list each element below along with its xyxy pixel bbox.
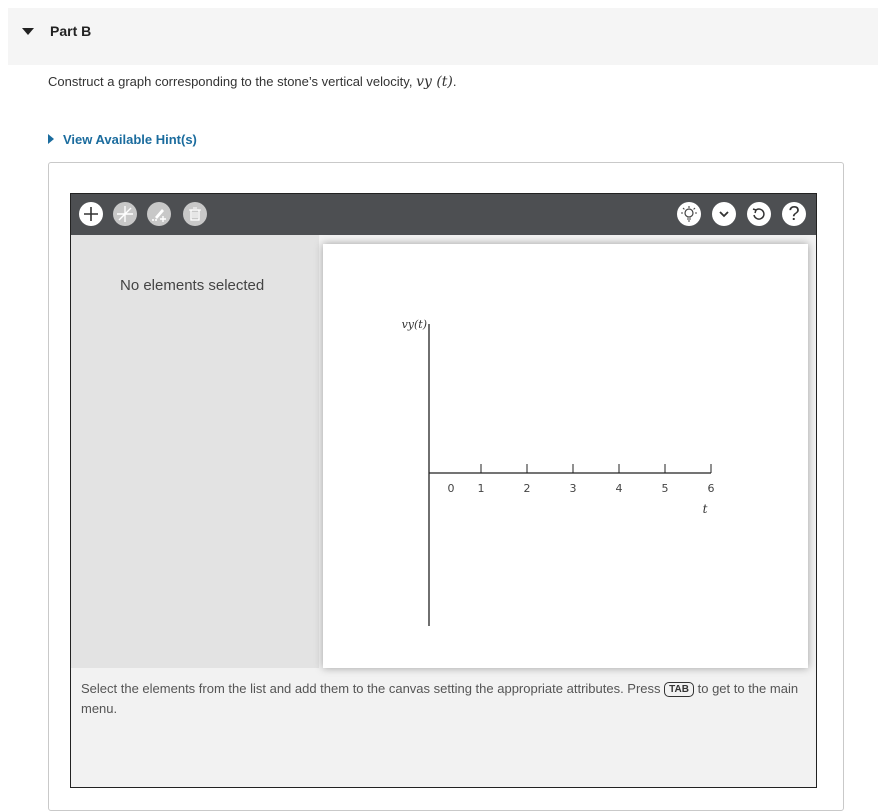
- part-header[interactable]: [8, 8, 878, 65]
- y-axis-label: vy(t): [401, 318, 427, 331]
- lightbulb-icon[interactable]: [677, 202, 701, 226]
- graphing-tool: [70, 193, 817, 788]
- trash-icon[interactable]: [183, 202, 207, 226]
- instructions-text: [81, 679, 807, 719]
- plus-icon[interactable]: [79, 202, 103, 226]
- caret-down-icon[interactable]: [22, 28, 34, 35]
- instructions-before: Select the elements from the list and add them to the canvas setting the appropriate attributes. Press: [81, 681, 661, 696]
- help-icon[interactable]: ?: [782, 202, 806, 226]
- tab-key: TAB: [664, 682, 694, 697]
- hint-label: View Available Hint(s): [63, 132, 197, 147]
- question-prompt: Construct a graph corresponding to the stone’s vertical velocity,: [48, 74, 413, 89]
- x-tick-label-2: 2: [523, 482, 531, 495]
- chart-svg[interactable]: [323, 244, 808, 668]
- instructions-after: to get to the main menu.: [81, 681, 799, 716]
- empty-selection-text: No elements selected: [120, 277, 265, 294]
- graph-canvas[interactable]: [323, 244, 808, 668]
- x-tick-label-6: 6: [707, 482, 715, 495]
- caret-right-icon: [48, 134, 54, 144]
- x-axis-label: t: [702, 502, 708, 516]
- x-tick-label-3: 3: [569, 482, 577, 495]
- x-tick-label-1: 1: [477, 482, 485, 495]
- rotate-icon[interactable]: [747, 202, 771, 226]
- properties-panel: [71, 235, 319, 668]
- velocity-symbol: vy (t): [416, 74, 453, 90]
- x-tick-label-4: 4: [615, 482, 623, 495]
- chevron-down-icon[interactable]: [712, 202, 736, 226]
- line-slash-icon[interactable]: [113, 202, 137, 226]
- question-end: .: [452, 74, 457, 89]
- toolbar: [71, 194, 816, 235]
- question-text: [48, 74, 457, 90]
- part-title: Part B: [50, 23, 92, 39]
- view-hints-link[interactable]: [48, 132, 197, 147]
- x-tick-label-5: 5: [661, 482, 669, 495]
- pen-plus-icon[interactable]: [147, 202, 171, 226]
- x-tick-label-0: 0: [447, 482, 455, 495]
